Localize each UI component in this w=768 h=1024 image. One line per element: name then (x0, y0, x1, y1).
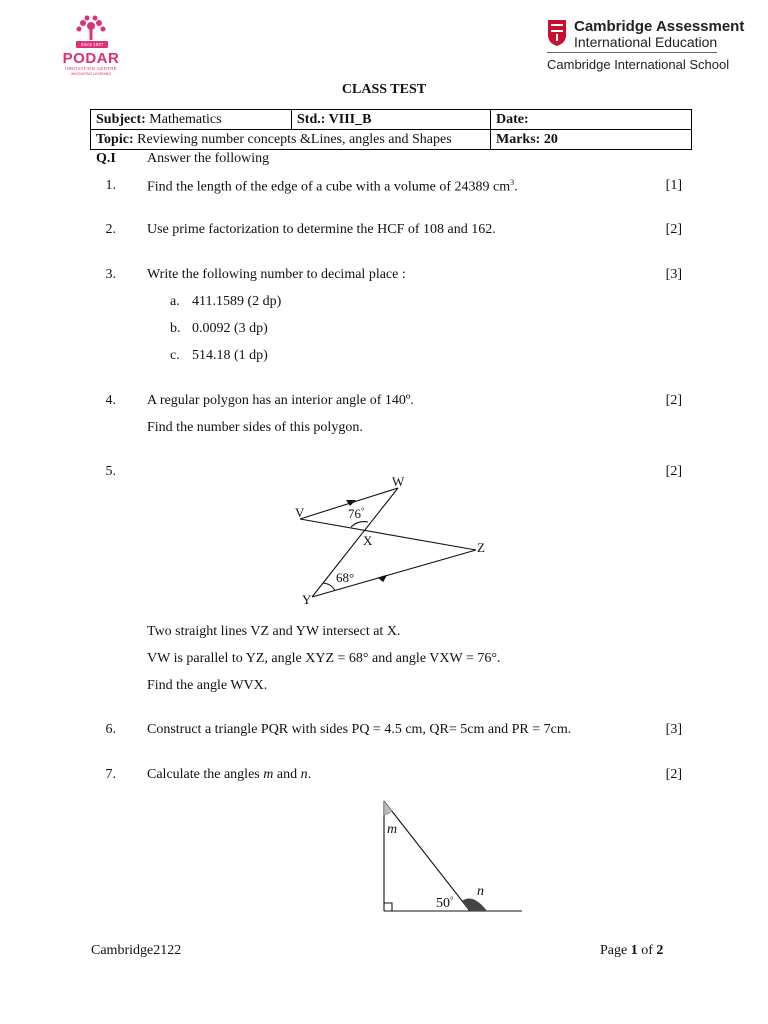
angle-label-76: 76° (348, 506, 365, 521)
line-vz (300, 519, 476, 550)
section-label: Q.I (96, 151, 116, 166)
topic-label: Topic: (96, 132, 134, 147)
right-angle-marker (384, 903, 392, 911)
q5-line-2: VW is parallel to YZ, angle XYZ = 68° and angle VXW = 76°. (147, 651, 501, 666)
question-text: A regular polygon has an interior angle of 140º. (147, 393, 414, 408)
marks-cell: Marks: 20 (491, 130, 692, 150)
angle-label-68: 68° (336, 570, 355, 585)
question-marks: [2] (665, 767, 682, 782)
question-text: Construct a triangle PQR with sides PQ = 4.5 cm, QR= 5cm and PR = 7cm. (147, 722, 572, 737)
subject-value: Mathematics (145, 112, 222, 127)
cambridge-subtitle: International Education (574, 34, 718, 50)
question-marks: [3] (665, 722, 682, 737)
triangle-diagram (370, 795, 530, 920)
q7-and: and (273, 767, 301, 782)
podar-since-badge: Since 1927 (76, 41, 108, 48)
std-cell: Std.: VIII_B (292, 110, 491, 130)
info-row-1 (91, 110, 692, 130)
question-number: 7. (105, 767, 116, 782)
question-number: 3. (105, 267, 116, 282)
option-letter: c. (170, 348, 180, 363)
subject-label: Subject: (96, 112, 146, 127)
parallel-lines-diagram (280, 470, 510, 610)
question-text: Write the following number to decimal place : (147, 267, 406, 282)
topic-cell (91, 130, 491, 150)
question-marks: [3] (665, 267, 682, 282)
q1-superscript: 3 (510, 178, 515, 187)
point-label-z: Z (477, 540, 485, 555)
subject-cell (91, 110, 292, 130)
footer-code: Cambridge2122 (91, 943, 182, 958)
angle-label-50: 50° (436, 895, 454, 911)
option-letter: a. (170, 294, 180, 309)
question-marks: [2] (665, 393, 682, 408)
line-yw (312, 488, 398, 597)
podar-wordmark: PODAR (62, 50, 120, 67)
angle-label-n: n (477, 884, 484, 899)
question-marks: [1] (665, 178, 682, 193)
question-text-line2: Find the number sides of this polygon. (147, 420, 363, 435)
option-letter: b. (170, 321, 181, 336)
podar-tagline: INNOVATING LEARNING (70, 72, 112, 76)
question-text (147, 767, 311, 783)
page-title: CLASS TEST (341, 82, 427, 97)
q5-line-1: Two straight lines VZ and YW intersect at X. (147, 624, 401, 639)
option-text: 411.1589 (2 dp) (192, 294, 282, 309)
q7-var-m: m (263, 767, 274, 782)
page-current: 1 (630, 943, 638, 958)
info-table (90, 109, 692, 150)
q7-text: Calculate the angles (147, 767, 264, 782)
cambridge-school-name: Cambridge International School (547, 57, 730, 72)
podar-subtitle: INNOVATION CENTRE (64, 66, 118, 71)
q1-text-end: . (514, 179, 518, 195)
question-number: 6. (105, 722, 116, 737)
date-cell: Date: (491, 110, 692, 130)
angle-arc-vxw (351, 522, 368, 527)
question-text (147, 178, 518, 196)
option-text: 0.0092 (3 dp) (192, 321, 268, 336)
q1-text: Find the length of the edge of a cube with a volume of 24389 cm (147, 179, 511, 195)
section-instruction: Answer the following (147, 151, 270, 166)
q7-var-n: n (300, 767, 308, 782)
point-label-v: V (295, 505, 305, 520)
info-row-2 (91, 130, 692, 150)
question-marks: [2] (665, 222, 682, 237)
question-number: 5. (105, 464, 116, 479)
angle-label-m: m (387, 822, 398, 837)
cambridge-title: Cambridge Assessment (574, 18, 745, 35)
page-number (600, 943, 663, 959)
point-label-x: X (363, 533, 373, 548)
angle-arc-xyz (323, 583, 335, 591)
page-of: of (637, 943, 657, 958)
angle-n-shade (462, 899, 487, 911)
question-number: 4. (105, 393, 116, 408)
cambridge-divider (547, 52, 717, 53)
question-number: 2. (105, 222, 116, 237)
question-marks: [2] (665, 464, 682, 479)
q7-dot: . (307, 767, 312, 782)
question-text: Use prime factorization to determine the HCF of 108 and 162. (147, 222, 496, 237)
topic-value: Reviewing number concepts &Lines, angles and Shapes (133, 132, 452, 147)
point-label-w: W (392, 474, 405, 489)
triangle-hypotenuse (384, 801, 470, 911)
option-text: 514.18 (1 dp) (192, 348, 268, 363)
page-total: 2 (656, 943, 664, 958)
cambridge-shield-icon (547, 19, 567, 47)
page-label: Page (600, 943, 631, 958)
point-label-y: Y (302, 592, 312, 607)
angle-m-shade (384, 801, 392, 815)
q5-line-3: Find the angle WVX. (147, 678, 268, 693)
question-number: 1. (105, 178, 116, 193)
